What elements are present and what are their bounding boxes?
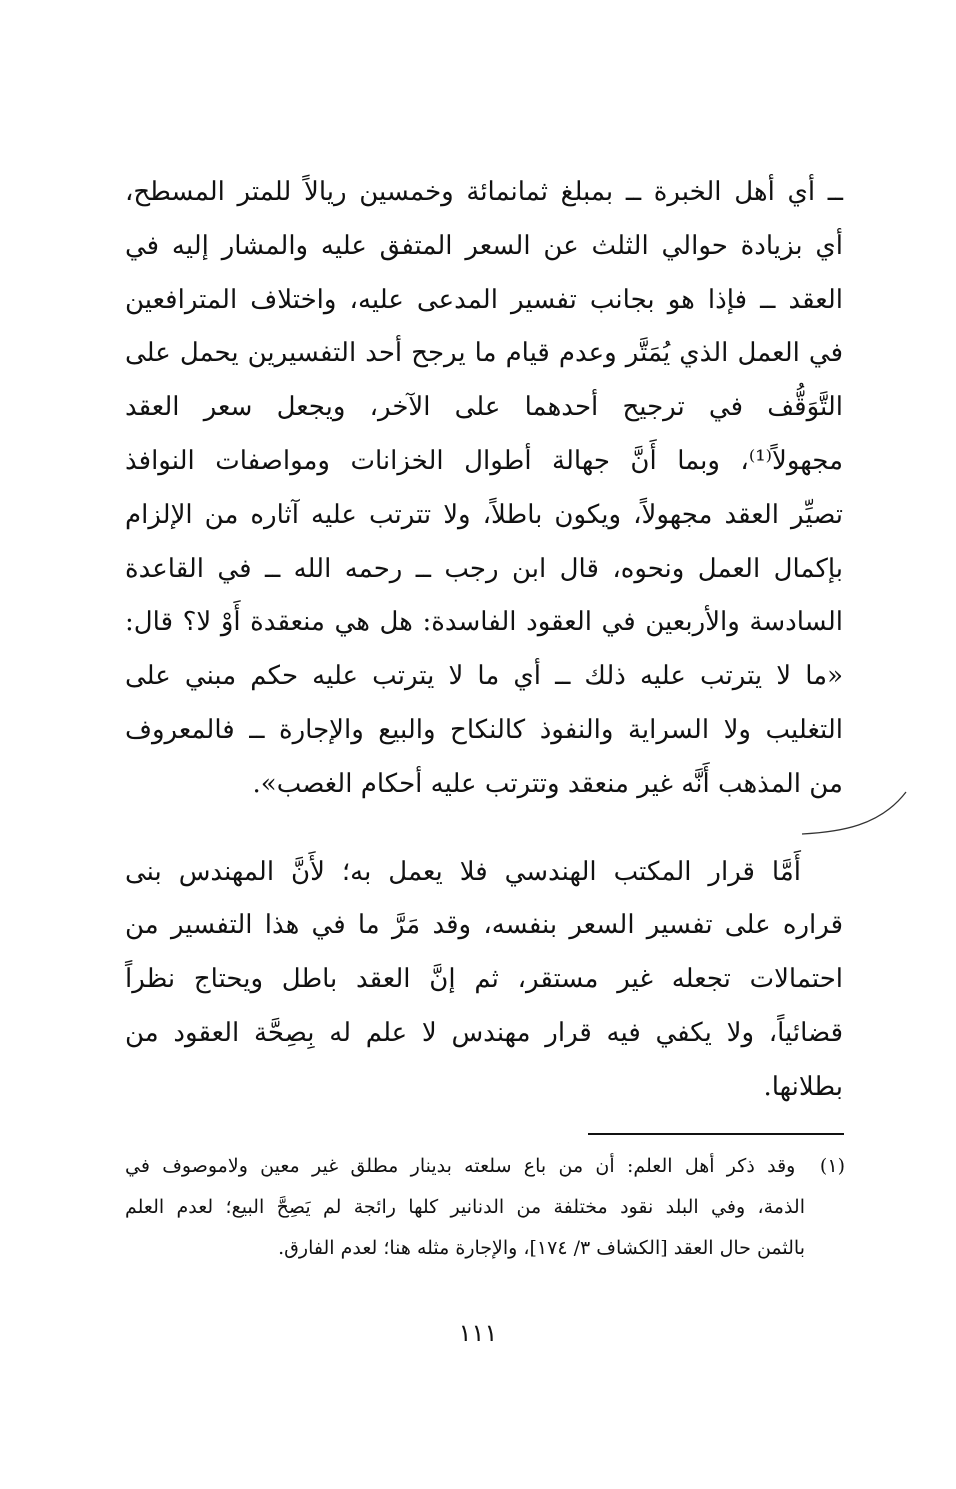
text-line: قضائياً، ولا يكفي فيه قرار مهندس لا علم له بِصِحَّة العقود من xyxy=(125,1017,843,1048)
page-number: ١١١ xyxy=(458,1319,498,1347)
text-line: ــ أي أهل الخبرة ــ بمبلغ ثمانمائة وخمسين ريالاً للمتر المسطح، xyxy=(125,177,843,207)
footnote-1 xyxy=(125,1146,845,1269)
paragraph-spacer xyxy=(125,812,843,846)
text-line: العقد ــ فإذا هو بجانب تفسير المدعى عليه، واختلاف المترافعين xyxy=(125,284,843,315)
text-line: بإكمال العمل ونحوه، قال ابن رجب ــ رحمه الله ــ في القاعدة xyxy=(125,553,843,584)
paragraph-1 xyxy=(125,166,843,812)
main-text xyxy=(125,166,843,1115)
footnote-separator xyxy=(588,1133,844,1135)
text-line: تصيِّر العقد مجهولاً، ويكون باطلاً، ولا تترتب عليه آثاره من الإلزام xyxy=(125,499,843,530)
text-line: من المذهب أَنَّه غير منعقد وتترتب عليه أحكام الغصب». xyxy=(252,768,843,799)
text-line: أَمَّا قرار المكتب الهندسي فلا يعمل به؛ لأَنَّ المهندس بنى xyxy=(125,856,801,887)
text-line: بطلانها. xyxy=(763,1071,843,1102)
footnote-line xyxy=(125,1146,845,1187)
text-line: أي بزيادة حوالي الثلث عن السعر المتفق عليه والمشار إليه في xyxy=(125,230,843,261)
text-line: التَّوَقُّف في ترجيح أحدهما على الآخر، ويجعل سعر العقد xyxy=(125,392,843,423)
footnote-line: بالثمن حال العقد [الكشاف ٣/ ١٧٤]، والإجارة مثله هنا؛ لعدم الفارق. xyxy=(278,1237,805,1259)
footnote-line: الذمة، وفي البلد نقود مختلفة من الدنانير كلها رائجة لم يَصِحَّ البيع؛ لعدم العلم xyxy=(125,1196,805,1218)
text-line: احتمالات تجعله غير مستقر، ثم إنَّ العقد باطل ويحتاج نظراً xyxy=(125,964,843,995)
pen-mark xyxy=(800,790,910,840)
text-line: السادسة والأربعين في العقود الفاسدة: هل هي منعقدة أَوْ لا؟ قال: xyxy=(125,607,843,638)
footnote-marker: (١) xyxy=(819,1155,845,1177)
text-line: قراره على تفسير السعر بنفسه، وقد مَرَّ ما في هذا التفسير من xyxy=(125,910,843,941)
text-line: «ما لا يترتب عليه ذلك ــ أي ما لا يترتب عليه حكم مبني على xyxy=(125,661,843,692)
footnotes xyxy=(125,1146,845,1269)
text-line: في العمل الذي يُمَتَّر وعدم قيام ما يرجح أحد التفسيرين يحمل على xyxy=(125,338,843,369)
text-line: التغليب ولا السراية والنفوذ كالنكاح والبيع والإجارة ــ فالمعروف xyxy=(125,714,843,745)
paragraph-2 xyxy=(125,846,843,1115)
text-line: مجهولاً⁽¹⁾، وبما أَنَّ جهالة أطوال الخزانات ومواصفات النوافذ xyxy=(125,445,843,476)
footnote-text: وقد ذكر أهل العلم: أن من باع سلعته بدينار مطلق غير معين ولاموصوف في xyxy=(125,1155,796,1177)
